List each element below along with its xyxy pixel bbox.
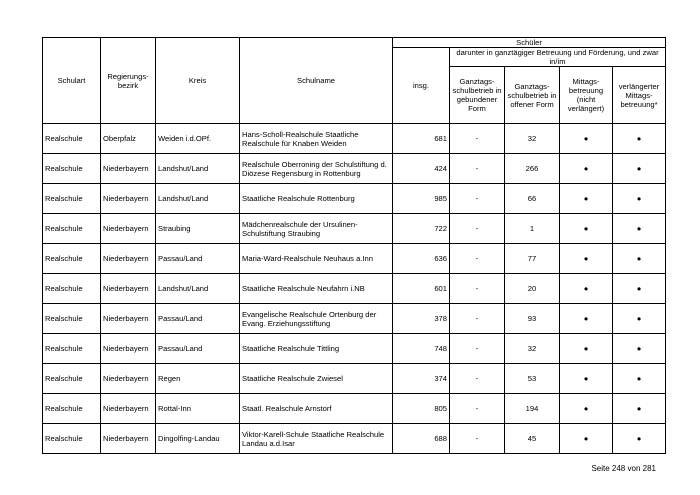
cell-bezirk: Niederbayern	[101, 304, 156, 334]
cell-verlaengert: ●	[613, 364, 666, 394]
cell-bezirk: Niederbayern	[101, 424, 156, 454]
table-row	[43, 124, 666, 154]
cell-offen: 194	[505, 394, 560, 424]
cell-schulart: Realschule	[43, 244, 101, 274]
page-label: Seite	[591, 464, 610, 473]
cell-schulname: Staatliche Realschule Rottenburg	[240, 184, 393, 214]
cell-kreis: Passau/Land	[156, 334, 240, 364]
cell-mittag: ●	[560, 244, 613, 274]
cell-mittag: ●	[560, 274, 613, 304]
page-footer	[591, 464, 656, 473]
cell-gebunden: -	[450, 124, 505, 154]
cell-insg: 601	[393, 274, 450, 304]
cell-schulart: Realschule	[43, 124, 101, 154]
cell-offen: 53	[505, 364, 560, 394]
cell-offen: 66	[505, 184, 560, 214]
cell-gebunden: -	[450, 154, 505, 184]
cell-bezirk: Niederbayern	[101, 394, 156, 424]
cell-gebunden: -	[450, 334, 505, 364]
table-row	[43, 274, 666, 304]
cell-mittag: ●	[560, 424, 613, 454]
cell-bezirk: Niederbayern	[101, 154, 156, 184]
cell-insg: 378	[393, 304, 450, 334]
cell-mittag: ●	[560, 364, 613, 394]
cell-offen: 1	[505, 214, 560, 244]
cell-insg: 374	[393, 364, 450, 394]
header-schulart: Schulart	[43, 38, 101, 124]
table-row	[43, 154, 666, 184]
header-kreis: Kreis	[156, 38, 240, 124]
table-row	[43, 244, 666, 274]
cell-insg: 722	[393, 214, 450, 244]
table-row	[43, 394, 666, 424]
cell-schulname: Viktor-Karell-Schule Staatliche Realschule Landau a.d.Isar	[240, 424, 393, 454]
cell-gebunden: -	[450, 424, 505, 454]
cell-verlaengert: ●	[613, 274, 666, 304]
cell-verlaengert: ●	[613, 154, 666, 184]
cell-offen: 20	[505, 274, 560, 304]
cell-mittag: ●	[560, 184, 613, 214]
of-label: von	[627, 464, 641, 473]
cell-kreis: Passau/Land	[156, 304, 240, 334]
cell-schulart: Realschule	[43, 304, 101, 334]
cell-bezirk: Niederbayern	[101, 334, 156, 364]
cell-offen: 93	[505, 304, 560, 334]
cell-mittag: ●	[560, 304, 613, 334]
cell-schulart: Realschule	[43, 334, 101, 364]
cell-gebunden: -	[450, 184, 505, 214]
cell-schulname: Realschule Oberroning der Schulstiftung d. Diözese Regensburg in Rottenburg	[240, 154, 393, 184]
cell-kreis: Weiden i.d.OPf.	[156, 124, 240, 154]
cell-verlaengert: ●	[613, 424, 666, 454]
table-row	[43, 424, 666, 454]
cell-verlaengert: ●	[613, 304, 666, 334]
cell-insg: 424	[393, 154, 450, 184]
cell-bezirk: Niederbayern	[101, 364, 156, 394]
cell-schulname: Staatliche Realschule Zwiesel	[240, 364, 393, 394]
cell-mittag: ●	[560, 124, 613, 154]
cell-mittag: ●	[560, 214, 613, 244]
cell-mittag: ●	[560, 334, 613, 364]
cell-insg: 748	[393, 334, 450, 364]
cell-verlaengert: ●	[613, 184, 666, 214]
page-number: 248	[611, 464, 626, 473]
cell-schulname: Staatl. Realschule Arnstorf	[240, 394, 393, 424]
cell-bezirk: Niederbayern	[101, 184, 156, 214]
cell-schulname: Staatliche Realschule Tittling	[240, 334, 393, 364]
cell-gebunden: -	[450, 214, 505, 244]
cell-kreis: Rottal-Inn	[156, 394, 240, 424]
cell-kreis: Landshut/Land	[156, 184, 240, 214]
cell-verlaengert: ●	[613, 244, 666, 274]
cell-kreis: Landshut/Land	[156, 154, 240, 184]
table-row	[43, 184, 666, 214]
header-mittag: Mittags-betreuung (nicht verlängert)	[560, 67, 613, 124]
cell-offen: 45	[505, 424, 560, 454]
table-row	[43, 364, 666, 394]
cell-verlaengert: ●	[613, 334, 666, 364]
cell-schulname: Evangelische Realschule Ortenburg der Evang. Erziehungsstiftung	[240, 304, 393, 334]
cell-gebunden: -	[450, 364, 505, 394]
header-gebunden: Ganztags-schulbetrieb in gebundener Form	[450, 67, 505, 124]
cell-schulart: Realschule	[43, 184, 101, 214]
cell-schulname: Mädchenrealschule der Ursulinen-Schulstiftung Straubing	[240, 214, 393, 244]
cell-schulart: Realschule	[43, 364, 101, 394]
header-offen: Ganztags-schulbetrieb in offener Form	[505, 67, 560, 124]
cell-schulname: Staatliche Realschule Neufahrn i.NB	[240, 274, 393, 304]
table-row	[43, 334, 666, 364]
cell-insg: 636	[393, 244, 450, 274]
cell-bezirk: Niederbayern	[101, 274, 156, 304]
cell-insg: 805	[393, 394, 450, 424]
cell-bezirk: Oberpfalz	[101, 124, 156, 154]
table-row	[43, 214, 666, 244]
cell-schulname: Hans-Scholl-Realschule Staatliche Realschule für Knaben Weiden	[240, 124, 393, 154]
cell-gebunden: -	[450, 244, 505, 274]
cell-mittag: ●	[560, 394, 613, 424]
cell-schulname: Maria-Ward-Realschule Neuhaus a.Inn	[240, 244, 393, 274]
cell-insg: 985	[393, 184, 450, 214]
cell-gebunden: -	[450, 304, 505, 334]
cell-gebunden: -	[450, 394, 505, 424]
cell-insg: 681	[393, 124, 450, 154]
header-darunter: darunter in ganztägiger Betreuung und Förderung, und zwar in/im	[450, 48, 666, 67]
table-row	[43, 304, 666, 334]
schools-table	[42, 37, 666, 454]
cell-verlaengert: ●	[613, 124, 666, 154]
page-total: 281	[642, 464, 656, 473]
cell-schulart: Realschule	[43, 424, 101, 454]
cell-schulart: Realschule	[43, 154, 101, 184]
cell-kreis: Passau/Land	[156, 244, 240, 274]
cell-verlaengert: ●	[613, 214, 666, 244]
header-schulname: Schulname	[240, 38, 393, 124]
cell-kreis: Straubing	[156, 214, 240, 244]
cell-bezirk: Niederbayern	[101, 214, 156, 244]
cell-offen: 266	[505, 154, 560, 184]
cell-schulart: Realschule	[43, 394, 101, 424]
header-insg: insg.	[393, 48, 450, 124]
cell-insg: 688	[393, 424, 450, 454]
cell-schulart: Realschule	[43, 214, 101, 244]
cell-kreis: Landshut/Land	[156, 274, 240, 304]
cell-bezirk: Niederbayern	[101, 244, 156, 274]
cell-offen: 32	[505, 334, 560, 364]
cell-kreis: Regen	[156, 364, 240, 394]
cell-kreis: Dingolfing-Landau	[156, 424, 240, 454]
cell-gebunden: -	[450, 274, 505, 304]
header-verlaengert: verlängerter Mittags-betreuung*	[613, 67, 666, 124]
header-regierungsbezirk: Regierungs-bezirk	[101, 38, 156, 124]
cell-mittag: ●	[560, 154, 613, 184]
cell-offen: 77	[505, 244, 560, 274]
cell-verlaengert: ●	[613, 394, 666, 424]
header-schueler: Schüler	[393, 38, 666, 48]
cell-schulart: Realschule	[43, 274, 101, 304]
cell-offen: 32	[505, 124, 560, 154]
